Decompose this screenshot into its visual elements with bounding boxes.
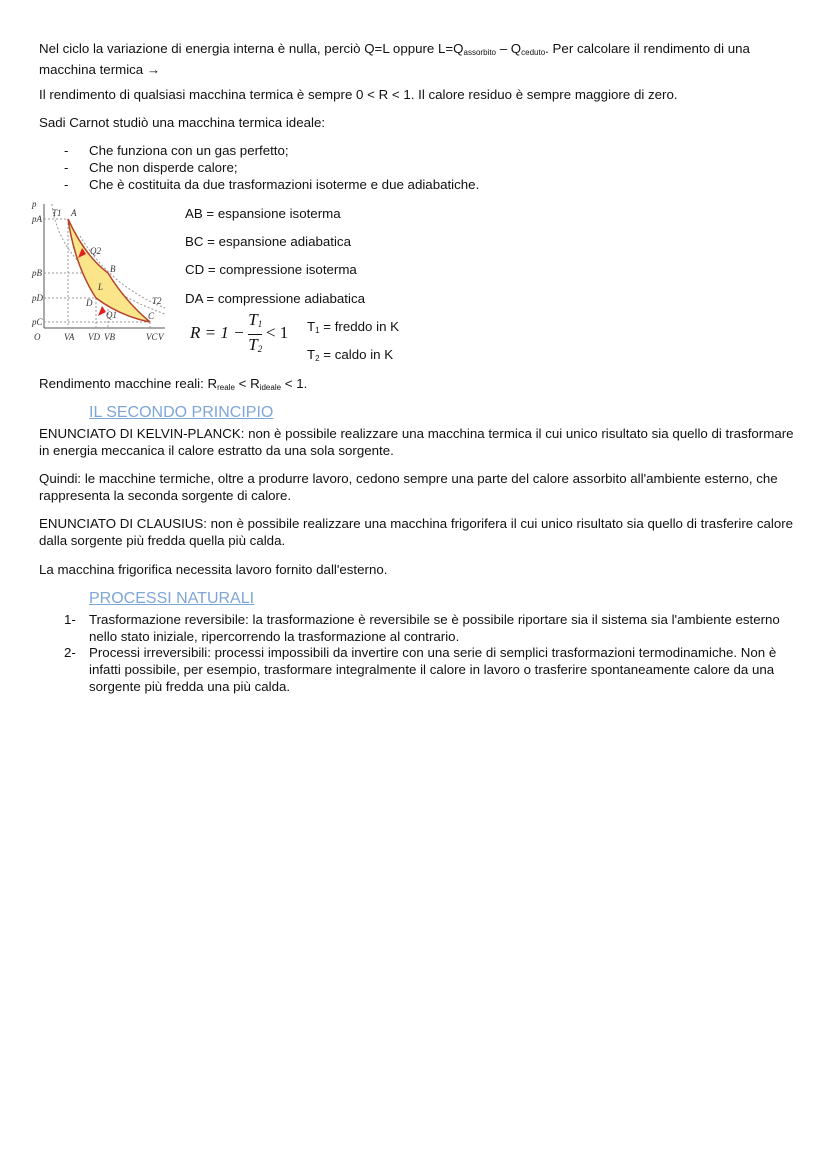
list-number: 1- xyxy=(64,612,76,627)
bullet-item: Che non disperde calore; xyxy=(89,160,238,175)
svg-text:L: L xyxy=(98,282,104,292)
list-item-irreversible: Processi irreversibili: processi impossibili da invertire con una serie di semplici trasformazioni termodinamiche. Non è infatti possibile, per esempio, trasformare integralmente il calore in lavoro o trasferire spontaneamente calore da una sorgente più fredda una più calda. xyxy=(89,645,777,694)
bullet-item: Che funziona con un gas perfetto; xyxy=(89,143,289,158)
heading-second-principle: IL SECONDO PRINCIPIO xyxy=(89,404,274,421)
transform-bc: BC = espansione adiabatica xyxy=(185,234,351,249)
svg-text:Q1: Q1 xyxy=(106,310,117,320)
axis-label: p xyxy=(32,199,37,209)
transform-cd: CD = compressione isoterma xyxy=(185,262,357,277)
paragraph-cycle: Nel ciclo la variazione di energia interna è nulla, perciò Q=L oppure $L=Q_{assorbito} - Q_{ceduto}$. Per calcolare il rendimento di una macchina termica → xyxy=(39,41,750,77)
svg-text:VC: VC xyxy=(146,332,158,342)
list-number: 2- xyxy=(64,645,76,660)
svg-text:VB: VB xyxy=(104,332,115,342)
svg-text:VD: VD xyxy=(88,332,100,342)
paragraph-quindi: Quindi: le macchine termiche, oltre a produrre lavoro, cedono sempre una parte del calore assorbito all'ambiente esterno, che rappresenta la seconda sorgente di calore. xyxy=(39,471,778,503)
svg-text:pA: pA xyxy=(32,214,42,224)
svg-text:A: A xyxy=(71,208,77,218)
paragraph-efficiency: Il rendimento di qualsiasi macchina termica è sempre 0 < R < 1. Il calore residuo è sempre maggiore di zero. xyxy=(39,87,678,102)
paragraph-carnot: Sadi Carnot studiò una macchina termica ideale: xyxy=(39,115,326,130)
svg-text:pD: pD xyxy=(32,293,43,303)
list-item-reversible: Trasformazione reversibile: la trasformazione è reversibile se è possibile riportare sia il sistema sia l'ambiente esterno nello stato iniziale, ripercorrendo la trasformazione al contrario. xyxy=(89,612,780,644)
svg-text:O: O xyxy=(34,332,41,342)
svg-text:pB: pB xyxy=(32,268,42,278)
bullet-item: Che è costituita da due trasformazioni isoterme e due adiabatiche. xyxy=(89,177,480,192)
efficiency-formula: R = 1 − $\frac{T_1}{T_2}$ < 1 xyxy=(190,310,289,354)
transform-ab: AB = espansione isoterma xyxy=(185,206,341,221)
svg-text:D: D xyxy=(86,298,93,308)
svg-text:T1: T1 xyxy=(52,208,62,218)
svg-text:V: V xyxy=(158,332,164,342)
bullet-mark: - xyxy=(64,143,69,158)
paragraph-kelvin-planck: ENUNCIATO DI KELVIN-PLANCK: non è possibile realizzare una macchina termica il cui unico risultato sia quello di trasformare in energia meccanica il calore estratto da una sola sorgente. xyxy=(39,426,794,458)
t2-definition: $T_2$ = caldo in K xyxy=(307,347,394,363)
bullet-mark: - xyxy=(64,160,69,175)
paragraph-refrigerator: La macchina frigorifica necessita lavoro fornito dall'esterno. xyxy=(39,562,388,577)
svg-text:pC: pC xyxy=(32,317,43,327)
carnot-cycle-diagram xyxy=(30,196,170,346)
paragraph-clausius: ENUNCIATO DI CLAUSIUS: non è possibile realizzare una macchina frigorifera il cui unico risultato sia quello di trasferire calore dalla sorgente più fredda quella più calda. xyxy=(39,516,794,548)
svg-text:B: B xyxy=(110,264,116,274)
bullet-mark: - xyxy=(64,177,69,192)
svg-text:T2: T2 xyxy=(152,296,162,306)
heading-natural-processes: PROCESSI NATURALI xyxy=(89,590,255,607)
svg-text:VA: VA xyxy=(64,332,75,342)
svg-text:C: C xyxy=(148,311,155,321)
transform-da: DA = compressione adiabatica xyxy=(185,291,365,306)
svg-text:Q2: Q2 xyxy=(90,246,101,256)
t1-definition: $T_1$ = freddo in K xyxy=(307,319,400,335)
paragraph-real-efficiency: Rendimento macchine reali: $R_{reale} < R_{ideale} < 1$. xyxy=(39,376,308,392)
